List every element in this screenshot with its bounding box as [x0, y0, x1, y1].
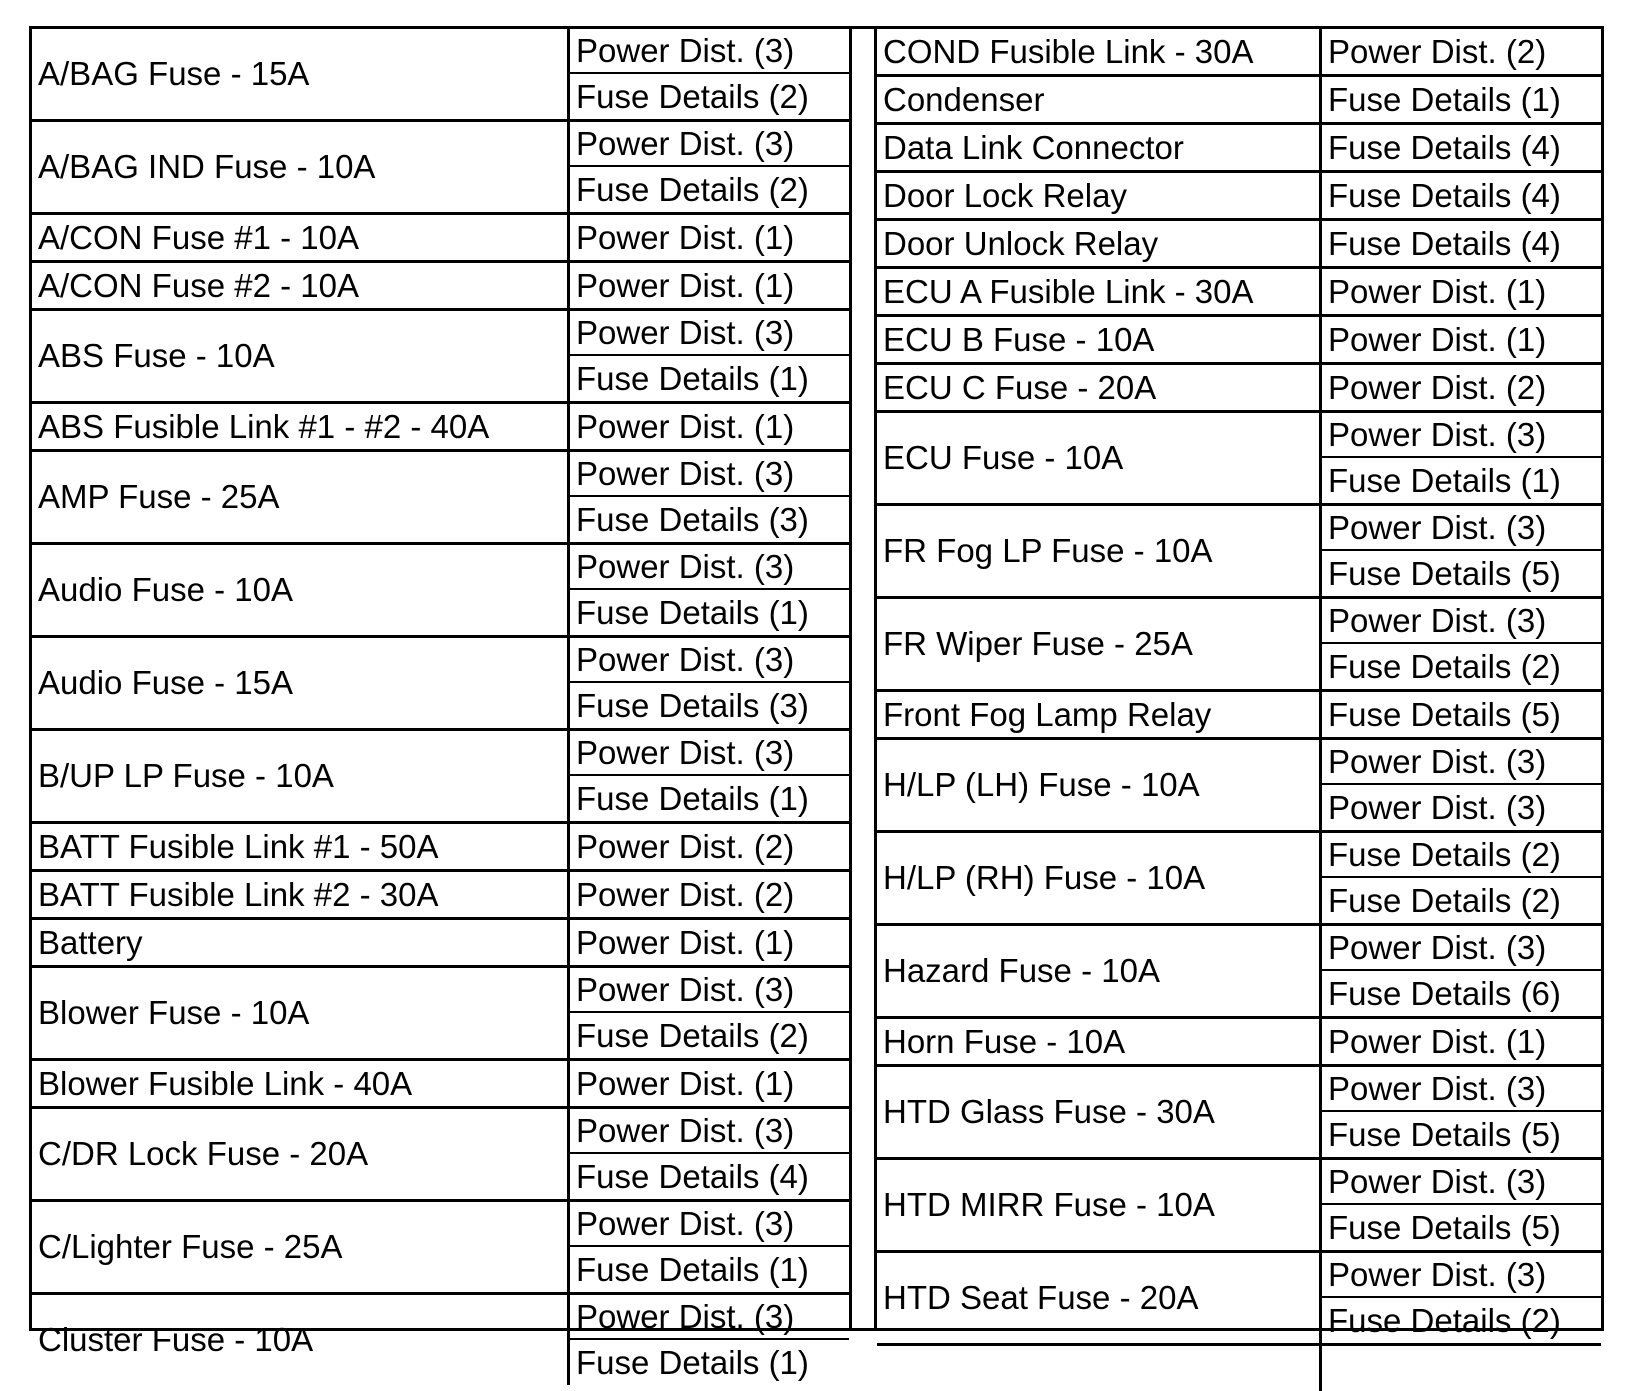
reference-cell: Power Dist. (1) — [1328, 320, 1547, 358]
table-row — [877, 1067, 1601, 1160]
reference-cell: Fuse Details (5) — [1328, 695, 1561, 733]
table-row — [877, 173, 1601, 221]
reference-cell: Fuse Details (2) — [1322, 833, 1601, 878]
table-row — [32, 920, 849, 968]
table-row — [877, 77, 1601, 125]
table-row — [877, 413, 1601, 506]
table-row — [877, 506, 1601, 599]
component-name: FR Wiper Fuse - 25A — [877, 599, 1322, 689]
reference-cell: Power Dist. (3) — [570, 1295, 849, 1340]
table-row — [877, 833, 1601, 926]
reference-cell: Fuse Details (5) — [1328, 554, 1561, 592]
reference-cell: Power Dist. (2) — [1328, 368, 1547, 406]
component-name: Cluster Fuse - 10A — [32, 1295, 570, 1385]
reference-cell: Fuse Details (3) — [576, 686, 809, 724]
table-row — [32, 311, 849, 404]
component-name: A/BAG Fuse - 15A — [32, 29, 570, 119]
reference-list — [1322, 692, 1601, 737]
reference-cell: Power Dist. (3) — [1322, 1253, 1601, 1298]
reference-list — [570, 404, 849, 449]
reference-cell: Power Dist. (3) — [1322, 506, 1601, 551]
left-column — [32, 29, 852, 1381]
reference-list — [570, 1061, 849, 1106]
table-row — [877, 29, 1601, 77]
component-name: HTD MIRR Fuse - 10A — [877, 1160, 1322, 1250]
reference-list — [1322, 221, 1601, 266]
reference-cell: Fuse Details (4) — [1328, 224, 1561, 262]
reference-list — [570, 263, 849, 308]
component-name: C/DR Lock Fuse - 20A — [32, 1109, 570, 1199]
reference-list — [570, 920, 849, 965]
table-row — [877, 269, 1601, 317]
reference-list — [1322, 413, 1601, 503]
right-column — [877, 29, 1601, 1339]
reference-list — [570, 311, 849, 401]
reference-list — [570, 452, 849, 542]
reference-cell: Power Dist. (3) — [1322, 413, 1601, 458]
reference-list — [1322, 833, 1601, 923]
reference-cell: Power Dist. (1) — [576, 1064, 795, 1102]
table-row — [32, 404, 849, 452]
component-name: ABS Fusible Link #1 - #2 - 40A — [32, 404, 570, 449]
reference-list — [1322, 1253, 1601, 1343]
reference-list — [570, 824, 849, 869]
reference-cell: Power Dist. (3) — [570, 545, 849, 590]
component-name: AMP Fuse - 25A — [32, 452, 570, 542]
reference-list — [1322, 125, 1601, 170]
reference-cell: Fuse Details (4) — [1328, 128, 1561, 166]
reference-cell: Fuse Details (1) — [576, 593, 809, 631]
table-row — [877, 692, 1601, 740]
reference-cell: Fuse Details (4) — [576, 1157, 809, 1195]
reference-cell: Fuse Details (5) — [1328, 1115, 1561, 1153]
table-row — [877, 740, 1601, 833]
component-name: ABS Fuse - 10A — [32, 311, 570, 401]
table-row — [32, 824, 849, 872]
reference-cell: Fuse Details (1) — [1328, 80, 1561, 118]
component-name: Data Link Connector — [877, 125, 1322, 170]
reference-list — [1322, 173, 1601, 218]
reference-cell: Power Dist. (1) — [576, 407, 795, 445]
reference-list — [570, 731, 849, 821]
reference-list — [570, 1202, 849, 1292]
reference-cell: Power Dist. (3) — [570, 731, 849, 776]
reference-cell: Power Dist. (3) — [570, 1109, 849, 1154]
fuse-index-table — [29, 26, 1604, 1381]
reference-cell: Power Dist. (3) — [570, 29, 849, 74]
reference-cell: Power Dist. (2) — [1328, 32, 1547, 70]
reference-cell: Power Dist. (3) — [570, 311, 849, 356]
table-row — [877, 1160, 1601, 1253]
reference-cell: Fuse Details (5) — [1328, 1208, 1561, 1246]
component-name: ECU Fuse - 10A — [877, 413, 1322, 503]
table-row — [877, 221, 1601, 269]
table-row — [877, 599, 1601, 692]
component-name: Audio Fuse - 10A — [32, 545, 570, 635]
reference-cell: Power Dist. (3) — [570, 968, 849, 1013]
table-row — [32, 968, 849, 1061]
table-row — [32, 545, 849, 638]
reference-cell: Fuse Details (1) — [576, 1343, 809, 1381]
reference-list — [570, 872, 849, 917]
reference-list — [1322, 740, 1601, 830]
component-name: BATT Fusible Link #1 - 50A — [32, 824, 570, 869]
reference-cell: Fuse Details (1) — [576, 779, 809, 817]
component-name: Battery — [32, 920, 570, 965]
component-name: Audio Fuse - 15A — [32, 638, 570, 728]
component-name: Door Lock Relay — [877, 173, 1322, 218]
reference-list — [1322, 77, 1601, 122]
reference-list — [570, 638, 849, 728]
reference-cell: Fuse Details (4) — [1328, 176, 1561, 214]
reference-cell: Fuse Details (2) — [576, 77, 809, 115]
component-name: Horn Fuse - 10A — [877, 1019, 1322, 1064]
reference-cell: Power Dist. (1) — [1328, 1022, 1547, 1060]
table-row — [32, 452, 849, 545]
component-name: C/Lighter Fuse - 25A — [32, 1202, 570, 1292]
column-divider — [852, 29, 877, 1328]
reference-cell: Power Dist. (3) — [570, 1202, 849, 1247]
reference-list — [570, 1109, 849, 1199]
reference-cell: Power Dist. (3) — [1322, 1160, 1601, 1205]
table-row — [32, 731, 849, 824]
reference-list — [1322, 1019, 1601, 1064]
reference-cell: Power Dist. (3) — [1328, 788, 1547, 826]
reference-list — [1322, 29, 1601, 74]
component-name: BATT Fusible Link #2 - 30A — [32, 872, 570, 917]
table-row — [877, 125, 1601, 173]
component-name: Hazard Fuse - 10A — [877, 926, 1322, 1016]
table-row — [877, 317, 1601, 365]
reference-cell: Power Dist. (2) — [576, 875, 795, 913]
reference-list — [1322, 1067, 1601, 1157]
component-name: A/CON Fuse #2 - 10A — [32, 263, 570, 308]
component-name: H/LP (RH) Fuse - 10A — [877, 833, 1322, 923]
table-row — [32, 263, 849, 311]
component-name: Blower Fuse - 10A — [32, 968, 570, 1058]
table-row — [32, 215, 849, 263]
reference-list — [1322, 926, 1601, 1016]
reference-list — [570, 968, 849, 1058]
reference-cell: Power Dist. (3) — [1322, 599, 1601, 644]
component-name: FR Fog LP Fuse - 10A — [877, 506, 1322, 596]
table-row — [32, 1202, 849, 1295]
reference-cell: Fuse Details (6) — [1328, 974, 1561, 1012]
reference-cell: Fuse Details (2) — [576, 1016, 809, 1054]
component-name: COND Fusible Link - 30A — [877, 29, 1322, 74]
reference-cell — [1322, 1346, 1601, 1391]
component-name: Blower Fusible Link - 40A — [32, 1061, 570, 1106]
component-name: ECU C Fuse - 20A — [877, 365, 1322, 410]
component-name — [877, 1346, 1322, 1391]
reference-list — [570, 215, 849, 260]
reference-cell: Power Dist. (3) — [570, 452, 849, 497]
reference-cell: Power Dist. (3) — [570, 638, 849, 683]
component-name: HTD Seat Fuse - 20A — [877, 1253, 1322, 1343]
reference-cell: Fuse Details (2) — [1328, 1301, 1561, 1339]
table-row — [877, 1253, 1601, 1346]
table-row — [877, 1346, 1601, 1391]
reference-list — [1322, 317, 1601, 362]
reference-list — [1322, 1346, 1601, 1391]
table-row — [877, 1019, 1601, 1067]
reference-cell: Fuse Details (1) — [576, 1250, 809, 1288]
reference-list — [1322, 1160, 1601, 1250]
reference-cell: Fuse Details (1) — [1328, 461, 1561, 499]
reference-list — [1322, 599, 1601, 689]
reference-cell: Power Dist. (3) — [1322, 926, 1601, 971]
component-name: ECU A Fusible Link - 30A — [877, 269, 1322, 314]
table-row — [32, 1295, 849, 1385]
reference-cell: Fuse Details (3) — [576, 500, 809, 538]
reference-cell: Fuse Details (2) — [576, 170, 809, 208]
table-row — [877, 926, 1601, 1019]
table-row — [32, 638, 849, 731]
component-name: Condenser — [877, 77, 1322, 122]
reference-cell: Fuse Details (2) — [1328, 881, 1561, 919]
component-name: A/BAG IND Fuse - 10A — [32, 122, 570, 212]
table-row — [32, 1109, 849, 1202]
reference-list — [570, 545, 849, 635]
reference-cell: Power Dist. (3) — [570, 122, 849, 167]
reference-cell: Power Dist. (1) — [1328, 272, 1547, 310]
reference-cell: Fuse Details (1) — [576, 359, 809, 397]
reference-cell: Power Dist. (1) — [576, 218, 795, 256]
reference-list — [570, 1295, 849, 1385]
table-row — [32, 1061, 849, 1109]
reference-cell: Power Dist. (1) — [576, 923, 795, 961]
table-row — [32, 29, 849, 122]
reference-list — [1322, 365, 1601, 410]
component-name: Front Fog Lamp Relay — [877, 692, 1322, 737]
reference-list — [570, 29, 849, 119]
reference-cell: Power Dist. (2) — [576, 827, 795, 865]
component-name: A/CON Fuse #1 - 10A — [32, 215, 570, 260]
reference-cell: Power Dist. (1) — [576, 266, 795, 304]
reference-list — [570, 122, 849, 212]
component-name: HTD Glass Fuse - 30A — [877, 1067, 1322, 1157]
reference-cell: Power Dist. (3) — [1322, 1067, 1601, 1112]
component-name: Door Unlock Relay — [877, 221, 1322, 266]
table-row — [877, 365, 1601, 413]
component-name: H/LP (LH) Fuse - 10A — [877, 740, 1322, 830]
reference-list — [1322, 269, 1601, 314]
table-row — [32, 872, 849, 920]
table-row — [32, 122, 849, 215]
reference-list — [1322, 506, 1601, 596]
reference-cell: Fuse Details (2) — [1328, 647, 1561, 685]
component-name: ECU B Fuse - 10A — [877, 317, 1322, 362]
component-name: B/UP LP Fuse - 10A — [32, 731, 570, 821]
reference-cell: Power Dist. (3) — [1322, 740, 1601, 785]
